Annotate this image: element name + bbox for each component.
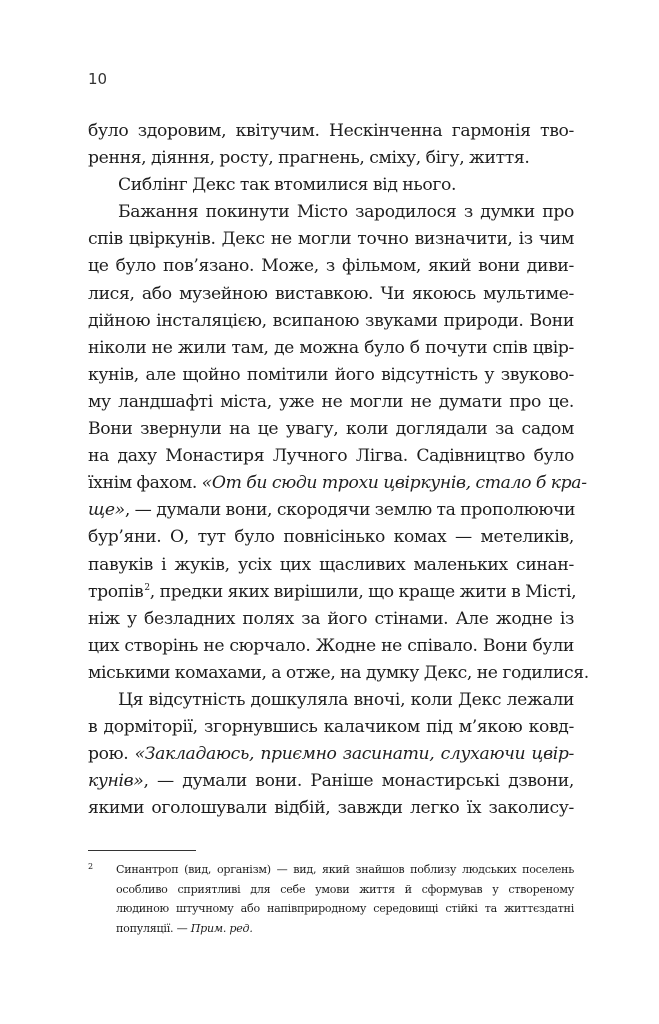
text-line: в дорміторії, згорнувшись калачиком під м’якою ковд-: [88, 717, 574, 738]
text-segment: , — думали вони. Раніше монастирські дзвони,: [143, 771, 574, 792]
text-line: [88, 470, 587, 497]
text-segment: , предки яких вирішили, що краще жити в Місті,: [149, 581, 577, 602]
footnote: [88, 860, 574, 938]
footnote-text: [116, 860, 574, 938]
text-segment: , — думали вони, скородячи землю та прополюючи: [124, 500, 576, 521]
text-line: рення, діяння, росту, прагнень, сміху, бігу, життя.: [88, 148, 530, 169]
text-line: [88, 768, 574, 795]
footnote-divider: [88, 850, 196, 851]
footnote-line: людиною штучному або напівприродному середовищі стійкі та життєздатні: [116, 902, 574, 916]
text-line: [88, 579, 577, 606]
text-line: ніж у безладних полях за його стінами. Але жодне із: [88, 608, 574, 629]
italic-quote: кунів»: [88, 771, 144, 792]
text-line: [88, 741, 574, 768]
paragraph-first-line: Бажання покинути Місто зародилося з думки про: [118, 202, 574, 223]
text-line: ніколи не жили там, де можна було б почути спів цвір-: [88, 337, 574, 358]
main-text: [88, 118, 589, 822]
text-line: було здоровим, квітучим. Нескінченна гармонія тво-: [88, 121, 574, 141]
italic-quote: ще»: [88, 500, 125, 521]
text-line: бур’яни. О, тут було повнісінько комах — метеликів,: [88, 527, 574, 548]
text-line: павуків і жуків, усіх цих щасливих маленьких синан-: [88, 554, 574, 575]
text-segment: їхнім фахом.: [88, 473, 202, 494]
footnote-line: особливо сприятливі для себе умови життя й сформував у створеному: [116, 882, 574, 896]
text-segment: тропів: [88, 581, 144, 602]
text-line: лися, або музейною виставкою. Чи якоюсь мультиме-: [88, 283, 574, 304]
text-segment: рою.: [88, 744, 135, 765]
text-line: міськими комахами, а отже, на думку Декс, не годилися.: [88, 662, 589, 683]
footnote-line: [116, 919, 574, 939]
text-line: якими оголошували відбій, завжди легко їх заколису-: [88, 798, 574, 819]
paragraph-first-line: Сиблінг Декс так втомилися від нього.: [118, 175, 457, 196]
text-segment: популяції. —: [116, 921, 191, 935]
italic-quote: «От би сюди трохи цвіркунів, стало б кра-: [201, 473, 587, 494]
paragraph-first-line: Ця відсутність дошкуляла вночі, коли Декс лежали: [118, 689, 574, 710]
text-line: цих створінь не сюрчало. Жодне не співало. Вони були: [88, 635, 574, 656]
text-line: дійною інсталяцією, всипаною звуками природи. Вони: [88, 310, 574, 331]
footnote-reference[interactable]: 2: [144, 582, 150, 593]
text-line: кунів, але щойно помітили його відсутність у звуково-: [88, 364, 574, 385]
text-line: [88, 497, 574, 524]
text-line: спів цвіркунів. Декс не могли точно визначити, із чим: [88, 229, 574, 250]
italic-quote: «Закладаюсь, приємно засинати, слухаючи цвір-: [134, 744, 574, 765]
footnote-marker: 2: [88, 862, 93, 871]
footnote-line: Синантроп (вид, організм) — вид, який знайшов поблизу людських поселень: [116, 863, 574, 876]
text-line: Вони звернули на це увагу, коли доглядали за садом: [88, 419, 574, 440]
text-line: му ландшафті міста, уже не могли не думати про це.: [88, 391, 574, 412]
page-number: 10: [88, 70, 108, 88]
text-line: на даху Монастиря Лучного Лігва. Садівництво було: [88, 446, 574, 467]
text-line: це було пов’язано. Може, з фільмом, який вони диви-: [88, 256, 574, 277]
editor-note: Прим. ред.: [190, 921, 253, 935]
